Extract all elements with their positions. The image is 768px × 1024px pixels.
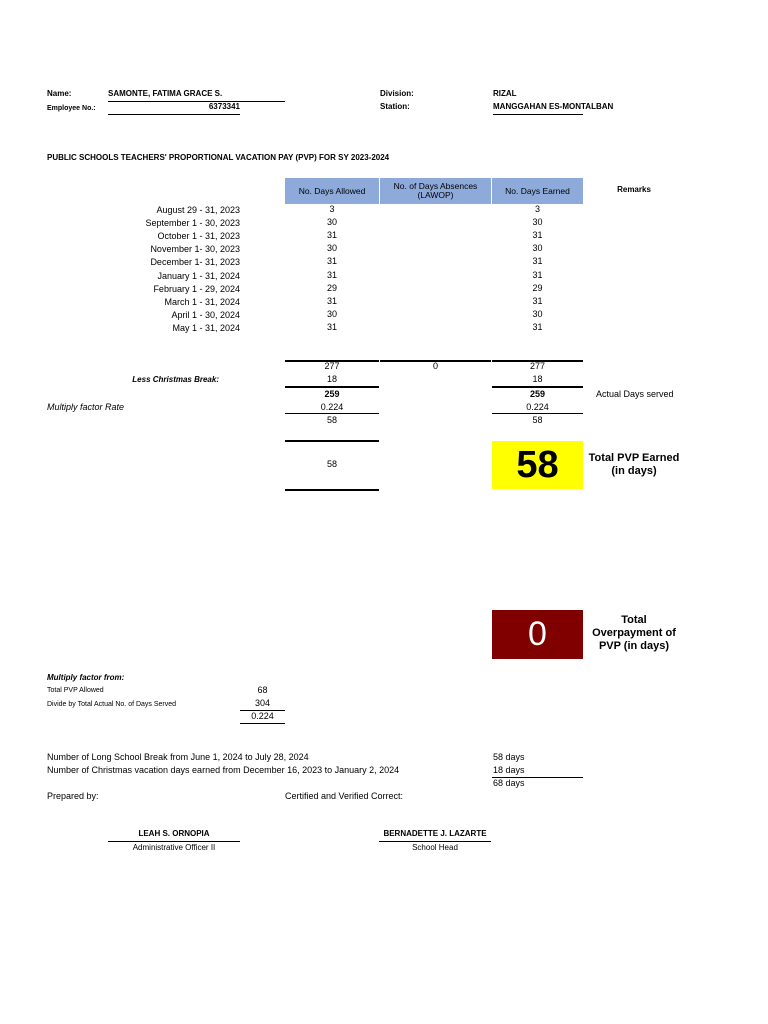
factor-line-bottom — [240, 723, 285, 724]
christmas-days-value: 18 days — [493, 765, 525, 775]
served-allowed: 259 — [324, 389, 340, 399]
long-break-label: Number of Long School Break from June 1, 2024 to July 28, 2024 — [47, 752, 309, 762]
station-label: Station: — [380, 102, 410, 111]
final-allowed: 58 — [326, 459, 337, 469]
total-earned: 277 — [529, 361, 546, 371]
factor-result: 0.224 — [251, 711, 274, 721]
row-period: November 1- 30, 2023 — [150, 244, 240, 254]
christmas-allowed: 18 — [326, 374, 337, 384]
served-line-allowed — [285, 386, 379, 388]
row-allowed: 30 — [326, 243, 337, 253]
row-allowed: 29 — [326, 283, 337, 293]
header-days-earned: No. Days Earned — [492, 178, 583, 204]
row-earned: 31 — [532, 256, 543, 266]
row-allowed: 31 — [326, 270, 337, 280]
total-pvp-box — [492, 441, 583, 489]
total-absences: 0 — [432, 361, 438, 371]
overpayment-box — [492, 610, 583, 659]
row-period: December 1- 31, 2023 — [150, 257, 240, 267]
certifier-name: BERNADETTE J. LAZARTE — [383, 829, 487, 838]
row-allowed: 30 — [326, 309, 337, 319]
row-allowed: 3 — [329, 204, 335, 214]
christmas-earned: 18 — [532, 374, 543, 384]
factor-rate-label: Multiply factor Rate — [47, 402, 125, 412]
row-allowed: 31 — [326, 296, 337, 306]
division-value: RIZAL — [493, 89, 517, 98]
row-period: August 29 - 31, 2023 — [156, 205, 240, 215]
factor-earned: 0.224 — [526, 402, 549, 412]
total-allowed: 277 — [324, 361, 340, 371]
empno-underline — [108, 114, 240, 115]
row-period: February 1 - 29, 2024 — [153, 284, 240, 294]
row-allowed: 31 — [326, 230, 337, 240]
empno-label: Employee No.: — [47, 105, 96, 112]
name-label: Name: — [47, 89, 72, 98]
result-line-earned — [492, 413, 583, 414]
total-pvp-label: Total PVP Earned (in days) — [588, 452, 680, 477]
row-period: January 1 - 31, 2024 — [157, 271, 240, 281]
actual-days-served-label: Actual Days served — [596, 389, 674, 399]
result-line-allowed — [285, 413, 379, 414]
served-earned: 259 — [529, 389, 546, 399]
final-bottom-line — [285, 489, 379, 491]
result-allowed: 58 — [326, 415, 337, 425]
header-absences: No. of Days Absences (LAWOP) — [380, 178, 491, 204]
factor-allowed: 0.224 — [320, 402, 344, 412]
employee-number: 6373341 — [208, 102, 240, 111]
certified-label: Certified and Verified Correct: — [285, 791, 404, 801]
preparer-line — [108, 841, 240, 842]
served-line-earned — [492, 386, 583, 388]
christmas-break-label: Less Christmas Break: — [132, 375, 219, 384]
preparer-title: Administrative Officer II — [132, 843, 216, 852]
row-earned: 29 — [532, 283, 543, 293]
overpayment-label: Total Overpayment of PVP (in days) — [592, 614, 676, 652]
row-earned: 31 — [532, 322, 543, 332]
row-earned: 30 — [532, 217, 543, 227]
prepared-by-label: Prepared by: — [47, 791, 99, 801]
division-label: Division: — [380, 89, 414, 98]
pvp-allowed-label: Total PVP Allowed — [47, 687, 104, 694]
row-period: September 1 - 30, 2023 — [145, 218, 240, 228]
certifier-title: School Head — [412, 843, 458, 852]
long-break-value: 58 days — [493, 752, 525, 762]
factor-from-title: Multiply factor from: — [47, 673, 125, 682]
row-allowed: 30 — [326, 217, 337, 227]
header-remarks: Remarks — [617, 185, 651, 194]
divide-label: Divide by Total Actual No. of Days Served — [47, 701, 177, 708]
result-earned: 58 — [532, 415, 543, 425]
document-title: PUBLIC SCHOOLS TEACHERS' PROPORTIONAL VACATION PAY (PVP) FOR SY 2023-2024 — [47, 153, 390, 162]
total-pvp-value: 58 — [516, 443, 559, 486]
overpayment-value: 0 — [528, 615, 547, 653]
final-top-line — [285, 440, 379, 442]
certifier-line — [379, 841, 491, 842]
row-period: April 1 - 30, 2024 — [171, 310, 240, 320]
row-period: March 1 - 31, 2024 — [164, 297, 240, 307]
preparer-name: LEAH S. ORNOPIA — [138, 829, 210, 838]
row-earned: 31 — [532, 230, 543, 240]
row-earned: 31 — [532, 296, 543, 306]
breaks-total-value: 68 days — [493, 778, 525, 788]
station-value: MANGGAHAN ES-MONTALBAN — [493, 102, 614, 111]
row-earned: 30 — [532, 243, 543, 253]
pvp-allowed-value: 68 — [257, 685, 268, 695]
row-allowed: 31 — [326, 256, 337, 266]
row-period: October 1 - 31, 2023 — [157, 231, 240, 241]
row-earned: 3 — [534, 204, 540, 214]
station-underline — [493, 114, 583, 115]
row-earned: 31 — [532, 270, 543, 280]
divide-value: 304 — [254, 698, 271, 708]
employee-name: SAMONTE, FATIMA GRACE S. — [108, 89, 223, 98]
row-period: May 1 - 31, 2024 — [172, 323, 240, 333]
row-allowed: 31 — [326, 322, 337, 332]
christmas-days-label: Number of Christmas vacation days earned from December 16, 2023 to January 2, 2024 — [47, 765, 400, 775]
row-earned: 30 — [532, 309, 543, 319]
header-days-allowed: No. Days Allowed — [285, 178, 379, 204]
